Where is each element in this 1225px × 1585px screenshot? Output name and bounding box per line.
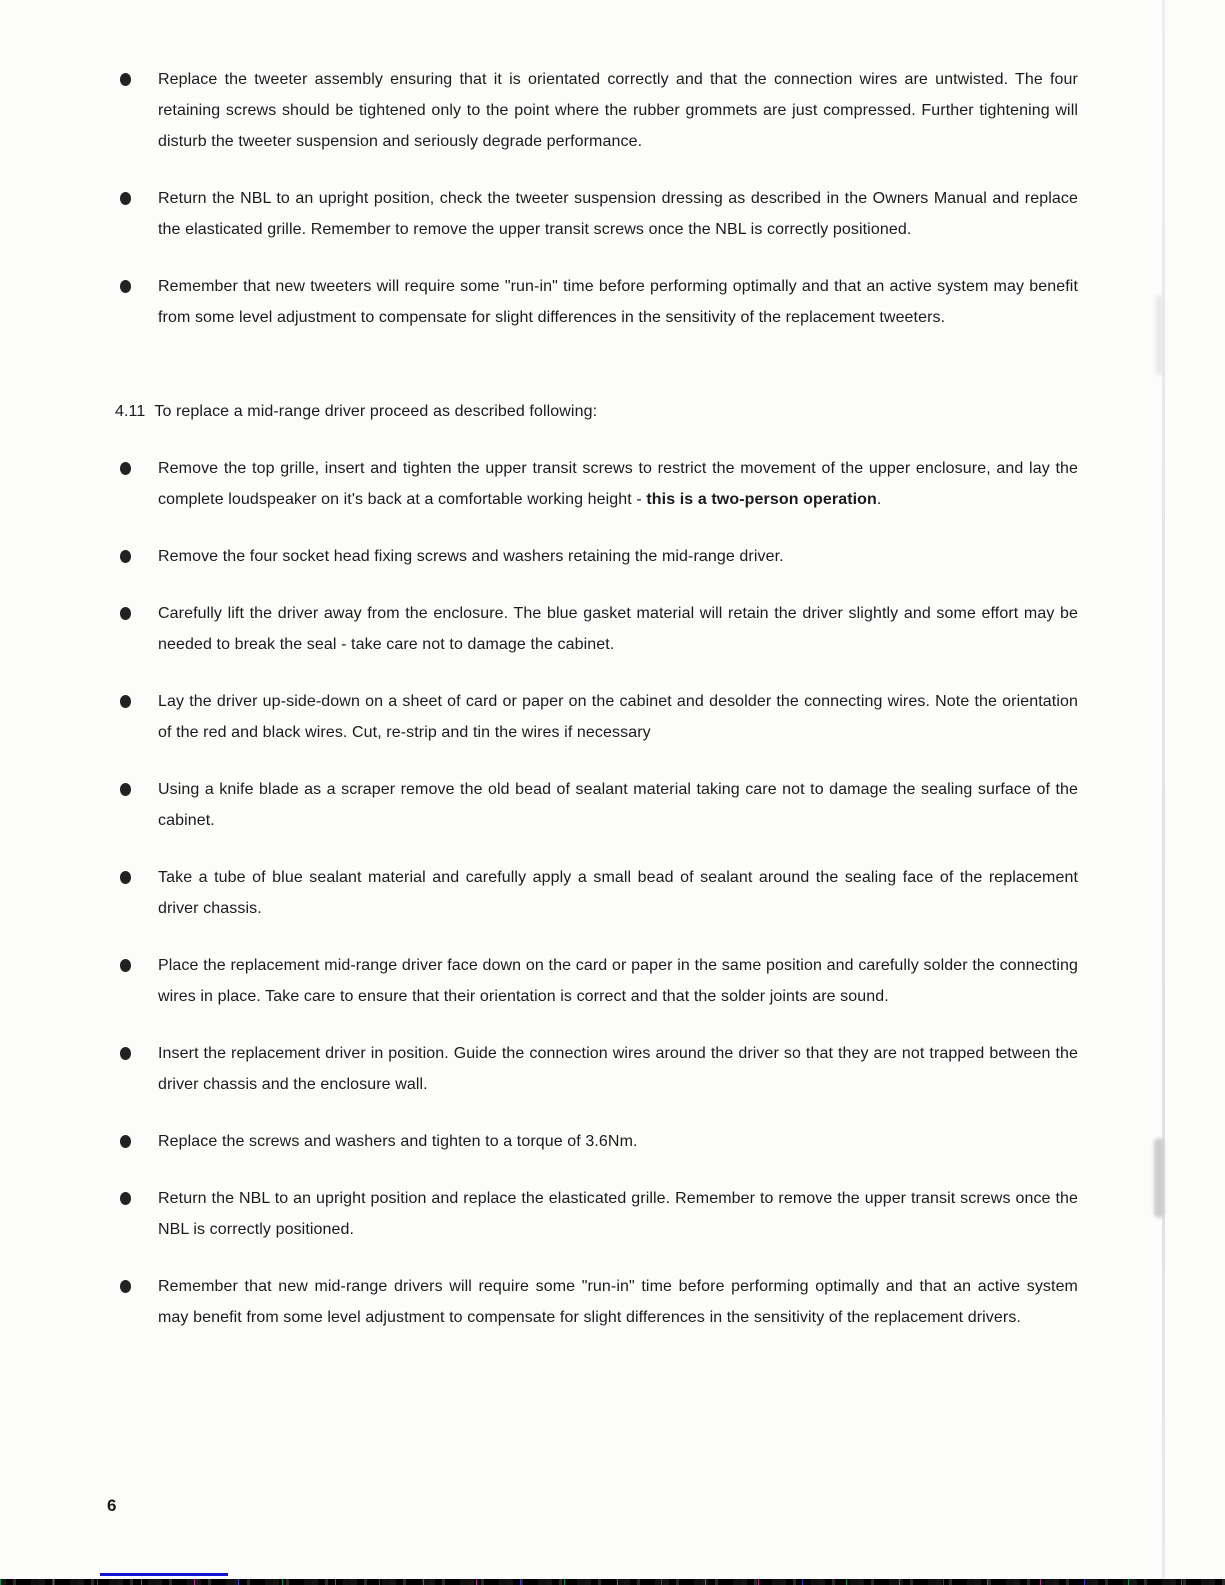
bullet-icon <box>120 686 158 748</box>
bullet-text: Return the NBL to an upright position and replace the elasticated grille. Remember to remove the upper transit screws once the NBL is correctly positioned. <box>158 1190 1078 1238</box>
bullet-icon <box>120 950 158 1012</box>
bullet-item <box>0 774 1225 836</box>
bullet-icon <box>120 1126 158 1157</box>
bullet-item <box>0 686 1225 748</box>
bullet-text: Using a knife blade as a scraper remove the old bead of sealant material taking care not to damage the sealing surface of the cabinet. <box>158 781 1078 829</box>
bullet-text-pre: Remove the top grille, insert and tighten the upper transit screws to restrict the movement of the upper enclosure, and lay the complete loudspeaker on it's back at a comfortable working height - <box>158 460 1078 508</box>
bullet-dot-icon <box>120 73 131 86</box>
bullet-item <box>0 541 1225 572</box>
bullet-text-post: . <box>876 491 882 508</box>
bullet-item <box>0 64 1225 157</box>
scan-blue-line-artifact <box>100 1573 228 1576</box>
bullet-icon <box>120 598 158 660</box>
bullet-item <box>0 271 1225 333</box>
bullet-icon <box>120 774 158 836</box>
bullet-text: Place the replacement mid-range driver face down on the card or paper in the same position and carefully solder the connecting wires in place. Take care to ensure that their orientation is correct and that the solder joints are sound. <box>158 957 1078 1005</box>
scan-edge-line-artifact <box>1162 0 1165 1579</box>
bullet-icon <box>120 541 158 572</box>
bullet-item <box>0 1271 1225 1333</box>
bullet-text: Lay the driver up-side-down on a sheet of card or paper on the cabinet and desolder the connecting wires. Note the orientation of the red and black wires. Cut, re-strip and tin the wires if necessary <box>158 693 1078 741</box>
bullet-dot-icon <box>120 192 131 205</box>
bullet-item <box>0 950 1225 1012</box>
bullet-icon <box>120 453 158 515</box>
bullet-dot-icon <box>120 607 131 620</box>
bullet-dot-icon <box>120 1135 131 1148</box>
bullet-text: Remove the four socket head fixing screws and washers retaining the mid-range driver. <box>158 548 784 565</box>
section-number: 4.11 <box>115 403 146 420</box>
bullet-icon <box>120 64 158 157</box>
bullet-dot-icon <box>120 1280 131 1293</box>
bullet-dot-icon <box>120 959 131 972</box>
bullet-item <box>0 1126 1225 1157</box>
bullet-item <box>0 1038 1225 1100</box>
bullet-item <box>0 183 1225 245</box>
bullet-text: Carefully lift the driver away from the enclosure. The blue gasket material will retain the driver slightly and some effort may be needed to break the seal - take care not to damage the cabinet. <box>158 605 1078 653</box>
bullet-dot-icon <box>120 783 131 796</box>
bullet-item <box>0 598 1225 660</box>
bullet-dot-icon <box>120 1047 131 1060</box>
scan-edge-smudge-artifact <box>1156 295 1163 375</box>
bullet-dot-icon <box>120 1192 131 1205</box>
bullet-text: Remember that new mid-range drivers will require some "run-in" time before performing optimally and that an active system may benefit from some level adjustment to compensate for slight differences in the sensitivity of the replacement drivers. <box>158 1278 1078 1326</box>
scan-edge-smudge-artifact <box>1154 1138 1164 1218</box>
bullet-text: Take a tube of blue sealant material and carefully apply a small bead of sealant around the sealing face of the replacement driver chassis. <box>158 869 1078 917</box>
scan-bottom-noise-artifact <box>0 1579 1225 1585</box>
bold-phrase: this is a two-person operation <box>646 491 877 508</box>
bullet-icon <box>120 1038 158 1100</box>
bullet-text: Insert the replacement driver in position. Guide the connection wires around the driver so that they are not trapped between the driver chassis and the enclosure wall. <box>158 1045 1078 1093</box>
bullet-item <box>0 1183 1225 1245</box>
section-title: To replace a mid-range driver proceed as described following: <box>154 403 598 420</box>
bullet-text: Return the NBL to an upright position, check the tweeter suspension dressing as described in the Owners Manual and replace the elasticated grille. Remember to remove the upper transit screws once the NBL is correctly positioned. <box>158 190 1078 238</box>
bullet-dot-icon <box>120 871 131 884</box>
bullet-text: Replace the tweeter assembly ensuring that it is orientated correctly and that the connection wires are untwisted. The four retaining screws should be tightened only to the point where the rubber grommets are just compressed. Further tightening will disturb the tweeter suspension and seriously degrade performance. <box>158 71 1078 150</box>
bullet-dot-icon <box>120 695 131 708</box>
bullet-dot-icon <box>120 280 131 293</box>
bullet-text: Replace the screws and washers and tighten to a torque of 3.6Nm. <box>158 1133 638 1150</box>
bullet-icon <box>120 862 158 924</box>
bullet-icon <box>120 183 158 245</box>
bullet-dot-icon <box>120 550 131 563</box>
bullet-text: Remember that new tweeters will require some "run-in" time before performing optimally and that an active system may benefit from some level adjustment to compensate for slight differences in the sensitivity of the replacement tweeters. <box>158 278 1078 326</box>
bullet-icon <box>120 1183 158 1245</box>
bullet-item <box>0 453 1225 515</box>
bullet-item <box>0 862 1225 924</box>
page-number: 6 <box>107 1496 117 1515</box>
bullet-dot-icon <box>120 462 131 475</box>
section-heading <box>115 396 1225 427</box>
bullet-icon <box>120 1271 158 1333</box>
bullet-icon <box>120 271 158 333</box>
bullet-text <box>158 453 1078 515</box>
